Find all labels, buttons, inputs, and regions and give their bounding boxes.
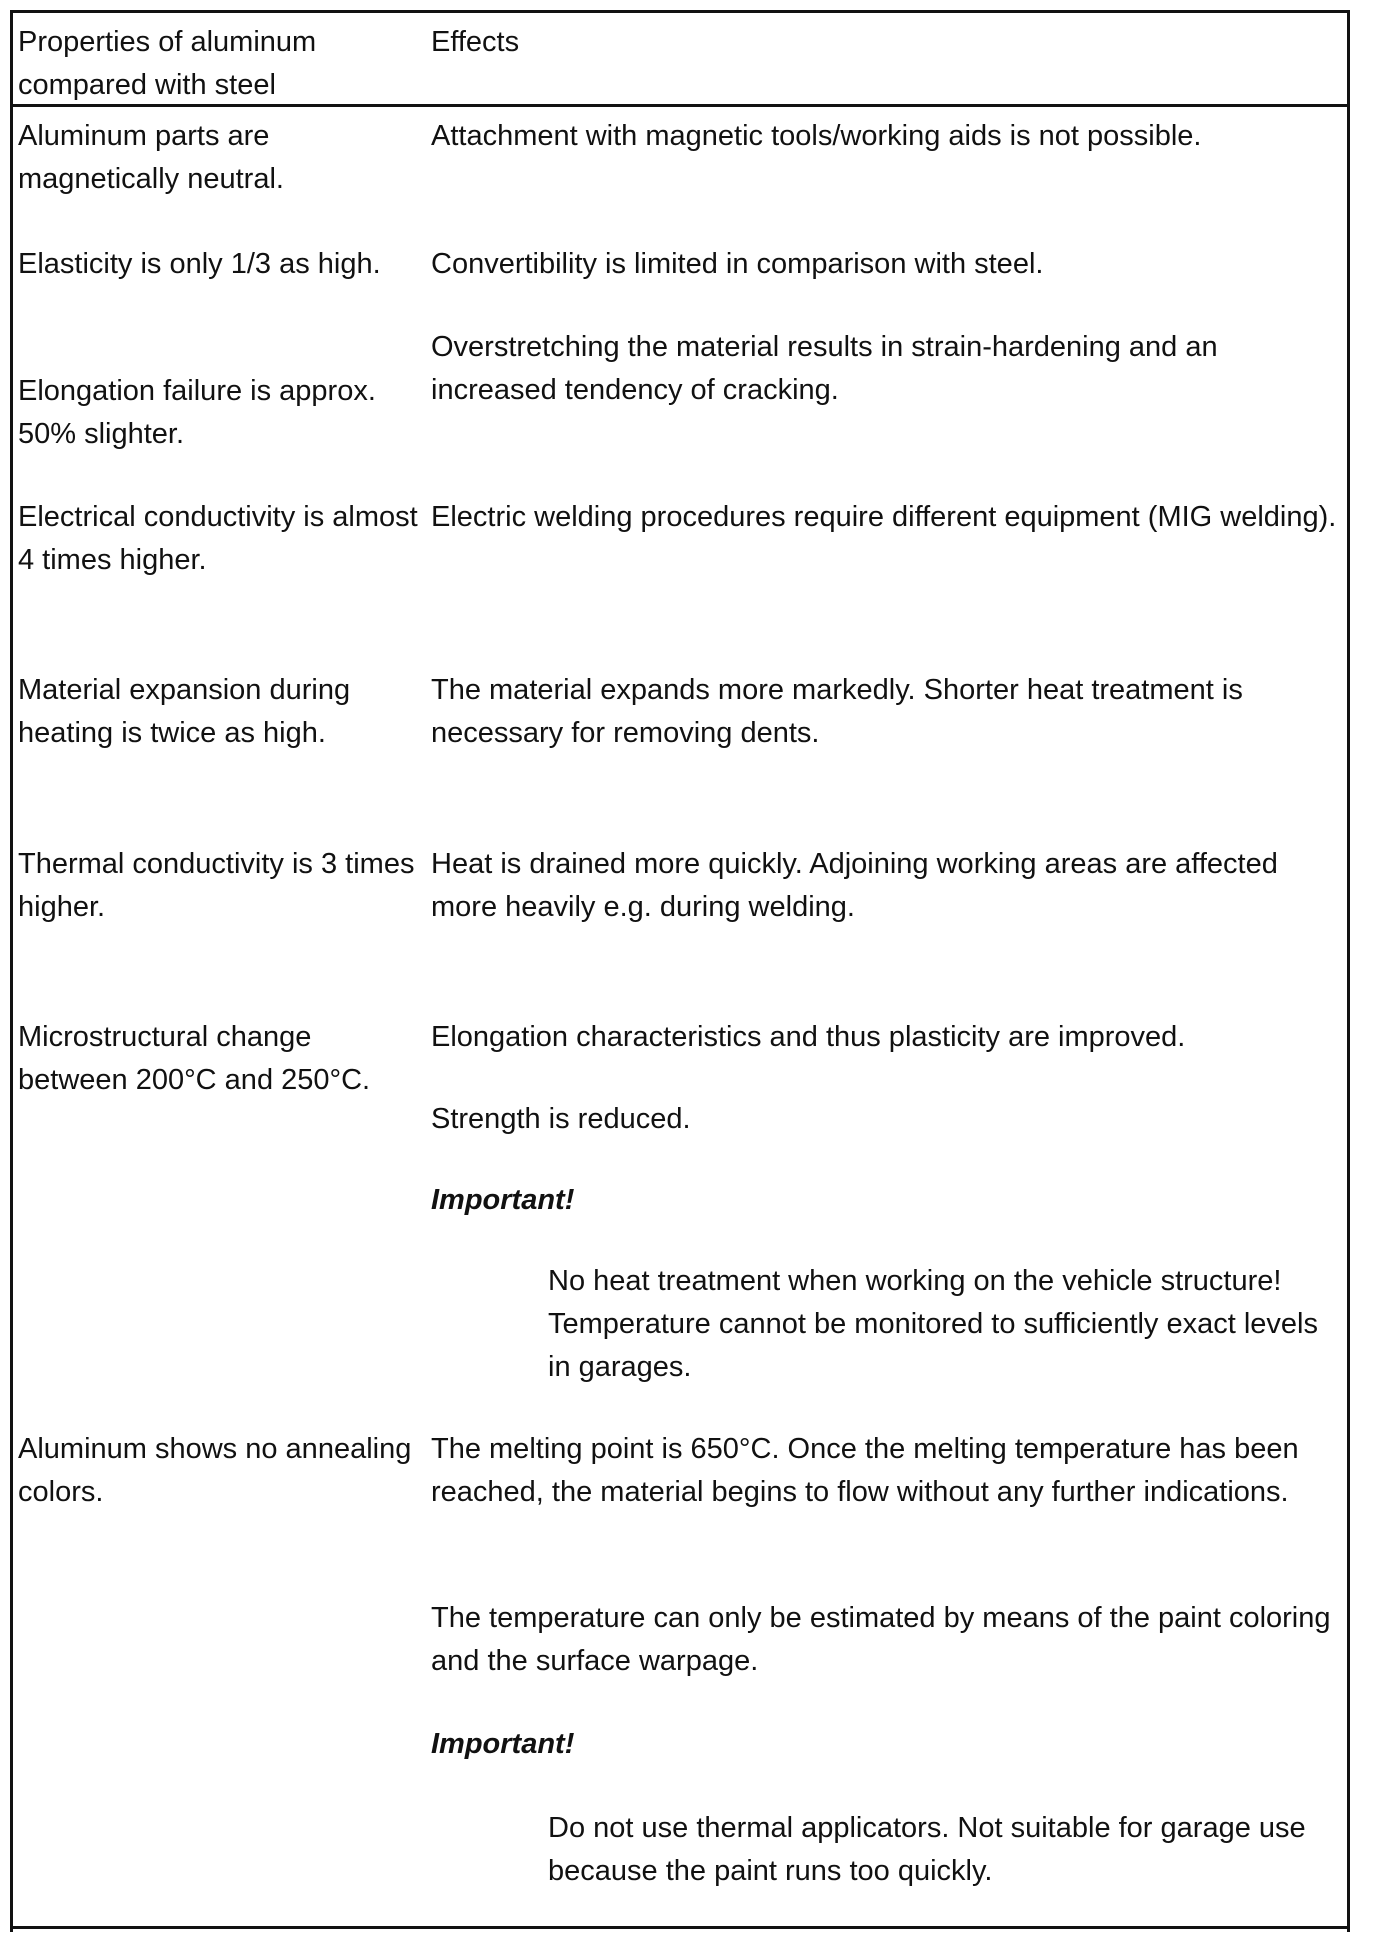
table-header <box>13 13 1347 107</box>
row-6-effect-2: Strength is reduced. <box>431 1103 691 1135</box>
row-6-property: Microstructural change between 200°C and 250°C. <box>18 1021 371 1096</box>
row-6-important-label: Important! <box>431 1184 575 1216</box>
row-5-effect-1: Heat is drained more quickly. Adjoining working areas are affected more heavily e.g. during welding. <box>431 848 1278 923</box>
row-4-property: Material expansion during heating is twice as high. <box>18 674 351 749</box>
row-6-effect-1: Elongation characteristics and thus plasticity are improved. <box>431 1021 1186 1053</box>
row-2-effect-2: Overstretching the material results in strain-hardening and an increased tendency of cracking. <box>431 331 1218 406</box>
row-6-note: No heat treatment when working on the vehicle structure! Temperature cannot be monitored to sufficiently exact levels in garages. <box>548 1265 1318 1383</box>
row-3-property: Electrical conductivity is almost 4 times higher. <box>18 501 418 576</box>
row-5-property: Thermal conductivity is 3 times higher. <box>18 848 415 923</box>
row-4-effect-1: The material expands more markedly. Shorter heat treatment is necessary for removing dents. <box>431 674 1243 749</box>
row-3-effect-1: Electric welding procedures require different equipment (MIG welding). <box>431 501 1337 533</box>
header-effects: Effects <box>431 26 520 58</box>
row-7-effect-2: The temperature can only be estimated by means of the paint coloring and the surface warpage. <box>431 1602 1331 1677</box>
table-bottom-border <box>10 1926 1350 1929</box>
properties-table <box>10 10 1350 1932</box>
row-1-property: Aluminum parts are magnetically neutral. <box>18 120 284 195</box>
row-7-property: Aluminum shows no annealing colors. <box>18 1433 412 1508</box>
row-7-effect-1: The melting point is 650°C. Once the melting temperature has been reached, the material begins to flow without any further indications. <box>431 1433 1299 1508</box>
row-7-note: Do not use thermal applicators. Not suitable for garage use because the paint runs too quickly. <box>548 1812 1306 1887</box>
header-properties: Properties of aluminum compared with steel <box>18 26 317 101</box>
row-2-property-2: Elongation failure is approx. 50% slighter. <box>18 375 376 450</box>
row-2-effect-1: Convertibility is limited in comparison with steel. <box>431 248 1044 280</box>
row-1-effect-1: Attachment with magnetic tools/working aids is not possible. <box>431 120 1202 152</box>
row-7-important-label: Important! <box>431 1728 575 1760</box>
row-2-property: Elasticity is only 1/3 as high. <box>18 248 381 280</box>
